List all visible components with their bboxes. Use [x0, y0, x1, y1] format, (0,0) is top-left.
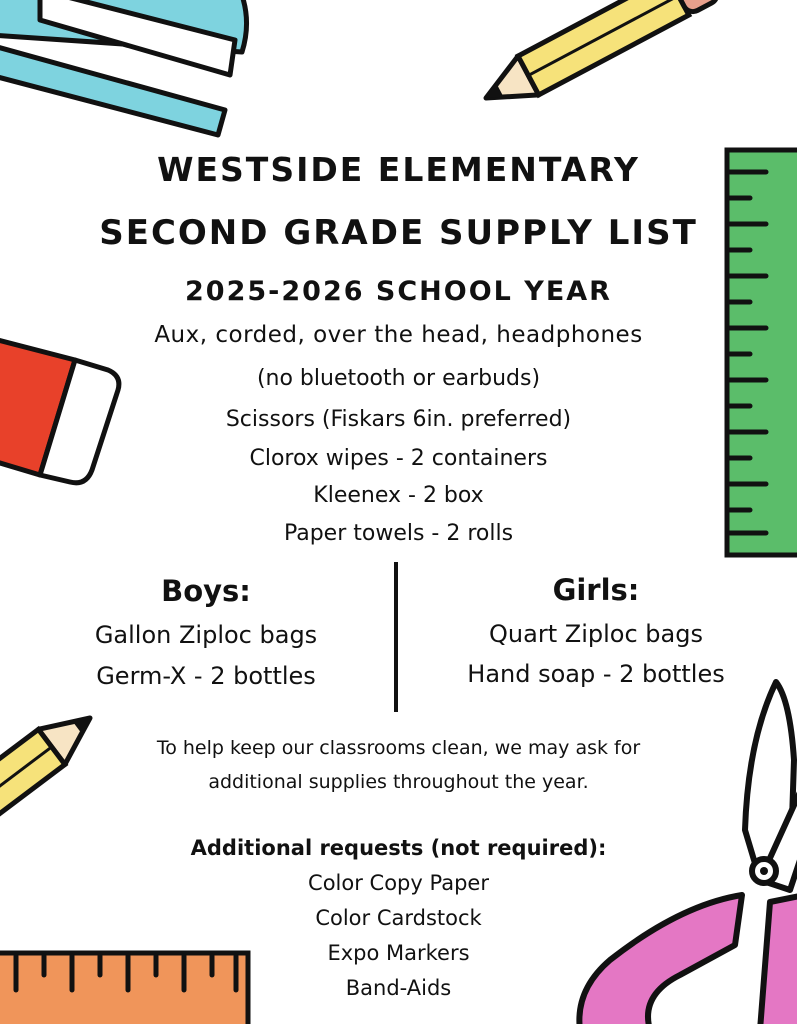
school-title: WESTSIDE ELEMENTARY	[157, 150, 640, 189]
boys-heading: Boys:	[161, 574, 251, 608]
supply-item: (no bluetooth or earbuds)	[256, 366, 541, 391]
supply-item: Clorox wipes - 2 containers	[249, 446, 548, 471]
supply-item: Aux, corded, over the head, headphones	[154, 322, 643, 348]
additional-item: Color Cardstock	[315, 906, 482, 930]
supply-item: Paper towels - 2 rolls	[283, 521, 514, 546]
supply-item: Scissors (Fiskars 6in. preferred)	[225, 407, 572, 432]
additional-item: Expo Markers	[327, 941, 470, 965]
school-year: 2025-2026 SCHOOL YEAR	[185, 276, 612, 307]
additional-heading: Additional requests (not required):	[190, 836, 607, 860]
girls-item: Quart Ziploc bags	[489, 620, 703, 648]
additional-item: Band-Aids	[345, 976, 452, 1000]
list-title: SECOND GRADE SUPPLY LIST	[99, 213, 698, 253]
note-line: additional supplies throughout the year.	[208, 771, 589, 793]
girls-heading: Girls:	[552, 573, 640, 607]
boys-item: Gallon Ziploc bags	[94, 621, 318, 649]
girls-item: Hand soap - 2 bottles	[467, 660, 725, 688]
supply-item: Kleenex - 2 box	[313, 483, 484, 508]
pencil-icon	[476, 0, 721, 117]
additional-item: Color Copy Paper	[308, 871, 489, 895]
stapler-icon	[0, 0, 247, 135]
note-line: To help keep our classrooms clean, we may ask for	[156, 737, 641, 759]
boys-item: Germ-X - 2 bottles	[96, 662, 316, 690]
